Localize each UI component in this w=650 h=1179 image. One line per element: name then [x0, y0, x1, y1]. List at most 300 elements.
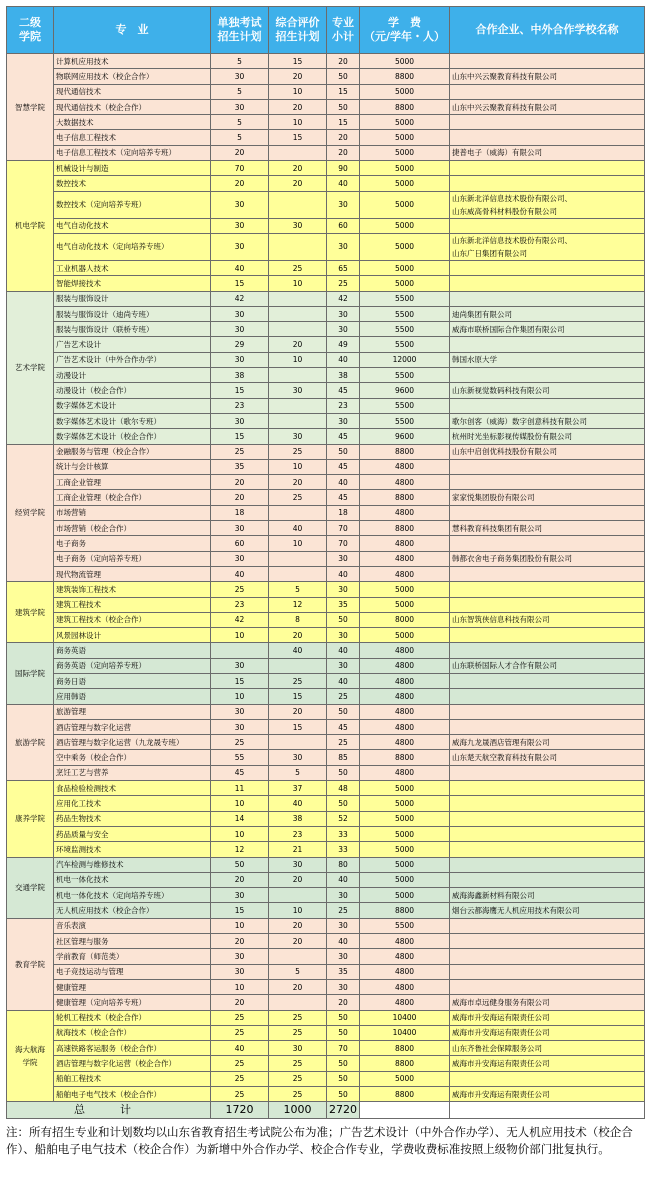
tuition-cell: 10400: [360, 1025, 450, 1040]
partner-cell: 慧科教育科技集团有限公司: [450, 521, 645, 536]
table-row: [7, 176, 645, 191]
independent-cell: 18: [211, 505, 269, 520]
tuition-cell: 8800: [360, 903, 450, 918]
subtotal-cell: 50: [327, 1087, 360, 1102]
partner-cell: 歌尔创客（威海）数字创意科技有限公司: [450, 413, 645, 428]
independent-cell: 50: [211, 857, 269, 872]
table-row: [7, 276, 645, 291]
independent-cell: 25: [211, 1087, 269, 1102]
tuition-cell: 8800: [360, 69, 450, 84]
partner-cell: [450, 566, 645, 581]
major-cell: 无人机应用技术（校企合作）: [54, 903, 211, 918]
tuition-cell: 8800: [360, 1041, 450, 1056]
major-cell: 船舶电子电气技术（校企合作）: [54, 1087, 211, 1102]
college-cell: 康养学院: [7, 781, 54, 857]
major-cell: 酒店管理与数字化运营（九龙晟专班）: [54, 735, 211, 750]
table-row: [7, 811, 645, 826]
subtotal-cell: 70: [327, 536, 360, 551]
partner-cell: 烟台云都海鹰无人机应用技术有限公司: [450, 903, 645, 918]
partner-cell: 威海市升安海运有限责任公司: [450, 1087, 645, 1102]
table-row: [7, 689, 645, 704]
partner-cell: [450, 597, 645, 612]
major-cell: 建筑装饰工程技术: [54, 582, 211, 597]
table-row: [7, 115, 645, 130]
comprehensive-cell: 25: [269, 444, 327, 459]
tuition-cell: 8800: [360, 521, 450, 536]
header-independent: 单独考试 招生计划: [211, 7, 269, 54]
tuition-cell: 5000: [360, 84, 450, 99]
independent-cell: 15: [211, 429, 269, 444]
partner-cell: [450, 689, 645, 704]
major-cell: 服装与服饰设计（联桥专班）: [54, 322, 211, 337]
subtotal-cell: 65: [327, 260, 360, 275]
independent-cell: 55: [211, 750, 269, 765]
college-cell: 智慧学院: [7, 54, 54, 161]
major-cell: 电气自动化技术: [54, 218, 211, 233]
major-cell: 服装与服饰设计: [54, 291, 211, 306]
comprehensive-cell: 20: [269, 918, 327, 933]
subtotal-cell: 50: [327, 796, 360, 811]
header-major: 专 业: [54, 7, 211, 54]
partner-cell: [450, 582, 645, 597]
tuition-cell: 8800: [360, 750, 450, 765]
major-cell: 现代通信技术（校企合作）: [54, 99, 211, 114]
tuition-cell: 5500: [360, 322, 450, 337]
partner-cell: 山东智筑侠信息科技有限公司: [450, 612, 645, 627]
subtotal-cell: 20: [327, 145, 360, 160]
table-body: [7, 54, 645, 1102]
major-cell: 广告艺术设计（中外合作办学）: [54, 352, 211, 367]
subtotal-cell: 45: [327, 459, 360, 474]
comprehensive-cell: [269, 735, 327, 750]
partner-cell: 山东齐鲁社会保障服务公司: [450, 1041, 645, 1056]
table-row: [7, 233, 645, 260]
tuition-cell: 5500: [360, 306, 450, 321]
major-cell: 现代物流管理: [54, 566, 211, 581]
partner-cell: 杭州时光坐标影视传媒股份有限公司: [450, 429, 645, 444]
table-row: [7, 750, 645, 765]
independent-cell: 30: [211, 949, 269, 964]
major-cell: 统计与会计核算: [54, 459, 211, 474]
comprehensive-cell: 25: [269, 1056, 327, 1071]
comprehensive-cell: 25: [269, 1071, 327, 1086]
tuition-cell: 5000: [360, 115, 450, 130]
partner-cell: [450, 260, 645, 275]
partner-cell: 家家悦集团股份有限公司: [450, 490, 645, 505]
partner-cell: [450, 536, 645, 551]
table-row: [7, 796, 645, 811]
table-row: [7, 628, 645, 643]
independent-cell: 40: [211, 1041, 269, 1056]
major-cell: 药品生物技术: [54, 811, 211, 826]
college-cell: 海大航海 学院: [7, 1010, 54, 1102]
tuition-cell: 4800: [360, 643, 450, 658]
partner-cell: [450, 337, 645, 352]
comprehensive-cell: [269, 306, 327, 321]
table-row: [7, 130, 645, 145]
college-cell: 经贸学院: [7, 444, 54, 582]
tuition-cell: 4800: [360, 566, 450, 581]
comprehensive-cell: 25: [269, 673, 327, 688]
major-cell: 药品质量与安全: [54, 826, 211, 841]
subtotal-cell: 40: [327, 566, 360, 581]
tuition-cell: 5000: [360, 888, 450, 903]
table-row: [7, 857, 645, 872]
partner-cell: 山东中兴云聚教育科技有限公司: [450, 69, 645, 84]
independent-cell: 23: [211, 398, 269, 413]
tuition-cell: 5000: [360, 781, 450, 796]
independent-cell: 30: [211, 964, 269, 979]
table-row: [7, 521, 645, 536]
major-cell: 动漫设计（校企合作）: [54, 383, 211, 398]
header-comprehensive: 综合评价 招生计划: [269, 7, 327, 54]
partner-cell: [450, 964, 645, 979]
comprehensive-cell: 40: [269, 643, 327, 658]
partner-cell: 山东新北洋信息技术股份有限公司、 山东广日集团有限公司: [450, 233, 645, 260]
subtotal-cell: 30: [327, 413, 360, 428]
subtotal-cell: 18: [327, 505, 360, 520]
header-subtotal: 专业 小计: [327, 7, 360, 54]
independent-cell: 25: [211, 444, 269, 459]
table-row: [7, 505, 645, 520]
comprehensive-cell: 40: [269, 521, 327, 536]
comprehensive-cell: 25: [269, 1010, 327, 1025]
major-cell: 电气自动化技术（定向培养专班）: [54, 233, 211, 260]
major-cell: 旅游管理: [54, 704, 211, 719]
subtotal-cell: 40: [327, 352, 360, 367]
subtotal-cell: 40: [327, 176, 360, 191]
tuition-cell: 5000: [360, 218, 450, 233]
partner-cell: [450, 276, 645, 291]
comprehensive-cell: 30: [269, 429, 327, 444]
footnote: 注：所有招生专业和计划数均以山东省教育招生考试院公布为准；广告艺术设计（中外合作办学）、无人机应用技术（校企合作）、船舶电子电气技术（校企合作）为新增中外合作办学、校企合作专业，学费收费标准按照上级物价部门批复执行。: [6, 1125, 633, 1157]
independent-cell: 30: [211, 306, 269, 321]
table-row: [7, 1041, 645, 1056]
table-row: [7, 597, 645, 612]
partner-cell: 威海市卓远健身服务有限公司: [450, 995, 645, 1010]
table-row: [7, 413, 645, 428]
major-cell: 音乐表演: [54, 918, 211, 933]
subtotal-cell: 49: [327, 337, 360, 352]
comprehensive-cell: 20: [269, 337, 327, 352]
tuition-cell: 8800: [360, 99, 450, 114]
table-row: [7, 337, 645, 352]
table-row: [7, 1025, 645, 1040]
subtotal-cell: 40: [327, 475, 360, 490]
subtotal-cell: 40: [327, 643, 360, 658]
independent-cell: 30: [211, 704, 269, 719]
independent-cell: 35: [211, 459, 269, 474]
major-cell: 环境监测技术: [54, 842, 211, 857]
header-college: 二级 学院: [7, 7, 54, 54]
partner-cell: 威海九龙晟酒店管理有限公司: [450, 735, 645, 750]
major-cell: 酒店管理与数字化运营: [54, 719, 211, 734]
subtotal-cell: 40: [327, 673, 360, 688]
table-row: [7, 475, 645, 490]
tuition-cell: 4800: [360, 735, 450, 750]
tuition-cell: 5500: [360, 337, 450, 352]
tuition-cell: 5000: [360, 582, 450, 597]
subtotal-cell: 30: [327, 322, 360, 337]
independent-cell: 30: [211, 888, 269, 903]
college-cell: 机电学院: [7, 161, 54, 291]
comprehensive-cell: 20: [269, 979, 327, 994]
partner-cell: [450, 826, 645, 841]
major-cell: 大数据技术: [54, 115, 211, 130]
comprehensive-cell: 20: [269, 872, 327, 887]
major-cell: 工商企业管理: [54, 475, 211, 490]
header-row: [7, 7, 645, 54]
partner-cell: [450, 54, 645, 69]
tuition-cell: 5000: [360, 796, 450, 811]
subtotal-cell: 30: [327, 306, 360, 321]
partner-cell: [450, 161, 645, 176]
subtotal-cell: 42: [327, 291, 360, 306]
subtotal-cell: 15: [327, 115, 360, 130]
table-row: [7, 934, 645, 949]
independent-cell: 15: [211, 673, 269, 688]
tuition-cell: 4800: [360, 995, 450, 1010]
table-row: [7, 995, 645, 1010]
major-cell: 智能焊接技术: [54, 276, 211, 291]
table-row: [7, 658, 645, 673]
college-cell: 艺术学院: [7, 291, 54, 444]
partner-cell: [450, 918, 645, 933]
independent-cell: 30: [211, 658, 269, 673]
tuition-cell: 4800: [360, 536, 450, 551]
partner-cell: 山东楚天航空教育科技有限公司: [450, 750, 645, 765]
comprehensive-cell: 20: [269, 704, 327, 719]
table-row: [7, 964, 645, 979]
independent-cell: 10: [211, 826, 269, 841]
college-cell: 交通学院: [7, 857, 54, 918]
independent-cell: 30: [211, 352, 269, 367]
partner-cell: 山东中启创优科技股份有限公司: [450, 444, 645, 459]
tuition-cell: 5000: [360, 145, 450, 160]
enrollment-plan: [6, 6, 644, 1158]
tuition-cell: 5500: [360, 368, 450, 383]
subtotal-cell: 30: [327, 191, 360, 218]
tuition-cell: 5000: [360, 1071, 450, 1086]
partner-cell: [450, 218, 645, 233]
table-row: [7, 459, 645, 474]
tuition-cell: 4800: [360, 979, 450, 994]
partner-cell: 威海海鑫新材料有限公司: [450, 888, 645, 903]
tuition-cell: 5000: [360, 176, 450, 191]
table-row: [7, 735, 645, 750]
independent-cell: 42: [211, 291, 269, 306]
comprehensive-cell: 20: [269, 161, 327, 176]
subtotal-cell: 25: [327, 735, 360, 750]
comprehensive-cell: 37: [269, 781, 327, 796]
comprehensive-cell: [269, 233, 327, 260]
tuition-cell: 8800: [360, 444, 450, 459]
table-row: [7, 888, 645, 903]
major-cell: 商务英语: [54, 643, 211, 658]
subtotal-cell: 45: [327, 429, 360, 444]
major-cell: 食品检验检测技术: [54, 781, 211, 796]
major-cell: 数字媒体艺术设计（歌尔专班）: [54, 413, 211, 428]
tuition-cell: 5000: [360, 857, 450, 872]
comprehensive-cell: 20: [269, 69, 327, 84]
independent-cell: 40: [211, 260, 269, 275]
partner-cell: 山东新视觉数码科技有限公司: [450, 383, 645, 398]
independent-cell: 15: [211, 903, 269, 918]
tuition-cell: 5000: [360, 191, 450, 218]
tuition-cell: 4800: [360, 459, 450, 474]
major-cell: 数字媒体艺术设计（校企合作）: [54, 429, 211, 444]
partner-cell: 威海市升安海运有限责任公司: [450, 1056, 645, 1071]
independent-cell: 70: [211, 161, 269, 176]
comprehensive-cell: 10: [269, 536, 327, 551]
comprehensive-cell: 25: [269, 1025, 327, 1040]
tuition-cell: 4800: [360, 689, 450, 704]
comprehensive-cell: 30: [269, 750, 327, 765]
subtotal-cell: 30: [327, 949, 360, 964]
partner-cell: [450, 796, 645, 811]
tuition-cell: 5500: [360, 398, 450, 413]
comprehensive-cell: [269, 322, 327, 337]
comprehensive-cell: 10: [269, 84, 327, 99]
subtotal-cell: 30: [327, 628, 360, 643]
comprehensive-cell: 20: [269, 176, 327, 191]
subtotal-cell: 35: [327, 964, 360, 979]
table-row: [7, 872, 645, 887]
partner-cell: 捷普电子（威海）有限公司: [450, 145, 645, 160]
independent-cell: 30: [211, 322, 269, 337]
table-row: [7, 1056, 645, 1071]
major-cell: 数字媒体艺术设计: [54, 398, 211, 413]
partner-cell: [450, 643, 645, 658]
major-cell: 工业机器人技术: [54, 260, 211, 275]
subtotal-cell: 25: [327, 903, 360, 918]
table-row: [7, 704, 645, 719]
partner-cell: [450, 979, 645, 994]
major-cell: 动漫设计: [54, 368, 211, 383]
table-row: [7, 536, 645, 551]
partner-cell: 韩国水原大学: [450, 352, 645, 367]
major-cell: 市场营销: [54, 505, 211, 520]
subtotal-cell: 15: [327, 84, 360, 99]
independent-cell: 5: [211, 115, 269, 130]
tuition-cell: 4800: [360, 673, 450, 688]
subtotal-cell: 50: [327, 1025, 360, 1040]
major-cell: 工商企业管理（校企合作）: [54, 490, 211, 505]
comprehensive-cell: 30: [269, 1041, 327, 1056]
subtotal-cell: 50: [327, 1071, 360, 1086]
tuition-cell: 4800: [360, 964, 450, 979]
tuition-cell: 9600: [360, 383, 450, 398]
major-cell: 应用韩语: [54, 689, 211, 704]
subtotal-cell: 30: [327, 658, 360, 673]
table-row: [7, 398, 645, 413]
comprehensive-cell: 15: [269, 719, 327, 734]
table-row: [7, 643, 645, 658]
subtotal-cell: 45: [327, 383, 360, 398]
major-cell: 健康管理: [54, 979, 211, 994]
table-row: [7, 291, 645, 306]
tuition-cell: 8000: [360, 612, 450, 627]
subtotal-cell: 35: [327, 597, 360, 612]
major-cell: 酒店管理与数字化运营（校企合作）: [54, 1056, 211, 1071]
comprehensive-cell: [269, 658, 327, 673]
comprehensive-cell: 20: [269, 628, 327, 643]
college-cell: 旅游学院: [7, 704, 54, 780]
comprehensive-cell: 10: [269, 352, 327, 367]
table-row: [7, 69, 645, 84]
college-cell: 教育学院: [7, 918, 54, 1010]
independent-cell: 25: [211, 1071, 269, 1086]
comprehensive-cell: 25: [269, 260, 327, 275]
major-cell: 应用化工技术: [54, 796, 211, 811]
comprehensive-cell: 30: [269, 218, 327, 233]
major-cell: 计算机应用技术: [54, 54, 211, 69]
subtotal-cell: 30: [327, 979, 360, 994]
table-row: [7, 826, 645, 841]
table-row: [7, 979, 645, 994]
major-cell: 现代通信技术: [54, 84, 211, 99]
table-row: [7, 306, 645, 321]
partner-cell: [450, 857, 645, 872]
independent-cell: 30: [211, 413, 269, 428]
partner-cell: 韩都衣舍电子商务集团股份有限公司: [450, 551, 645, 566]
table-row: [7, 918, 645, 933]
comprehensive-cell: 5: [269, 765, 327, 780]
table-row: [7, 949, 645, 964]
subtotal-cell: 50: [327, 444, 360, 459]
tuition-cell: 5000: [360, 276, 450, 291]
independent-cell: 23: [211, 597, 269, 612]
tuition-cell: 10400: [360, 1010, 450, 1025]
table-row: [7, 191, 645, 218]
table-row: [7, 1071, 645, 1086]
partner-cell: 迪尚集团有限公司: [450, 306, 645, 321]
comprehensive-cell: 30: [269, 383, 327, 398]
comprehensive-cell: 25: [269, 490, 327, 505]
independent-cell: 30: [211, 521, 269, 536]
partner-cell: [450, 176, 645, 191]
tuition-cell: 5000: [360, 260, 450, 275]
table-row: [7, 84, 645, 99]
subtotal-cell: 30: [327, 888, 360, 903]
tuition-cell: 4800: [360, 719, 450, 734]
subtotal-cell: 85: [327, 750, 360, 765]
comprehensive-cell: 10: [269, 276, 327, 291]
table-row: [7, 1010, 645, 1025]
total-row: [7, 1102, 645, 1119]
comprehensive-cell: 25: [269, 1087, 327, 1102]
comprehensive-cell: 15: [269, 689, 327, 704]
subtotal-cell: 50: [327, 99, 360, 114]
subtotal-cell: 38: [327, 368, 360, 383]
table-row: [7, 368, 645, 383]
total-label: 总 计: [7, 1102, 211, 1119]
tuition-cell: 4800: [360, 934, 450, 949]
independent-cell: 30: [211, 69, 269, 84]
tuition-cell: 4800: [360, 505, 450, 520]
major-cell: 航海技术（校企合作）: [54, 1025, 211, 1040]
table-row: [7, 903, 645, 918]
independent-cell: 20: [211, 872, 269, 887]
major-cell: 商务英语（定向培养专班）: [54, 658, 211, 673]
tuition-cell: 5000: [360, 233, 450, 260]
major-cell: 社区管理与服务: [54, 934, 211, 949]
comprehensive-cell: [269, 995, 327, 1010]
independent-cell: 5: [211, 54, 269, 69]
comprehensive-cell: [269, 191, 327, 218]
comprehensive-cell: [269, 291, 327, 306]
comprehensive-cell: 20: [269, 475, 327, 490]
